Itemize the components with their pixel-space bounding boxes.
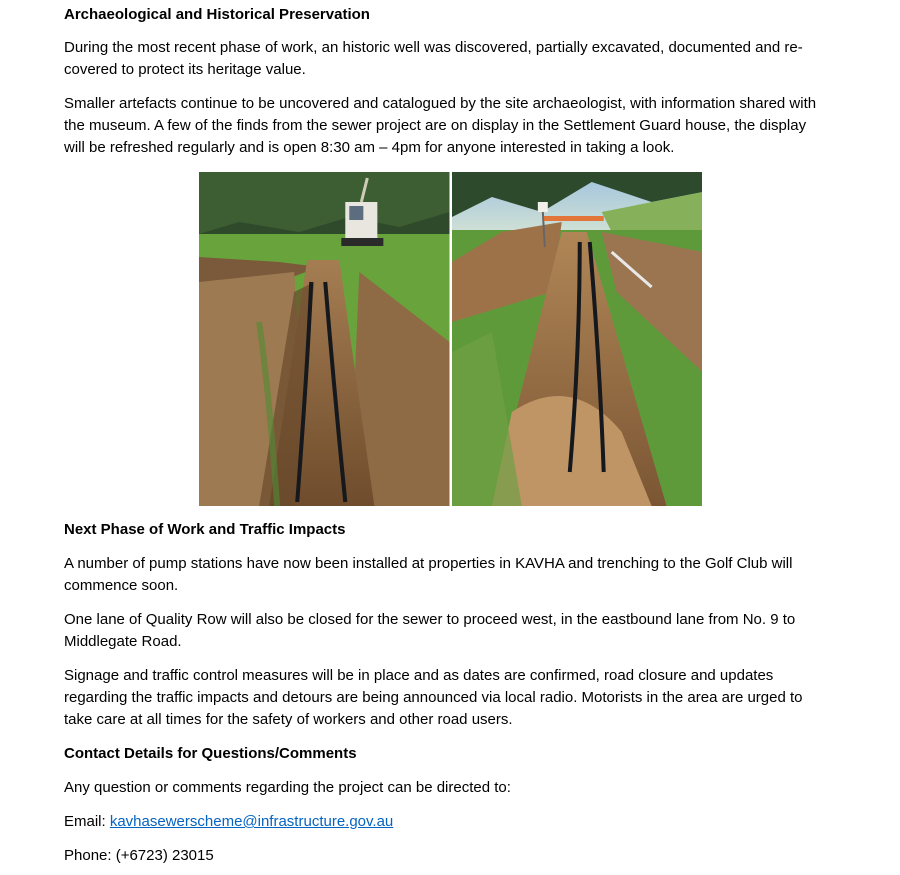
contact-email-line	[64, 811, 393, 833]
archaeology-paragraph-2: Smaller artefacts continue to be uncovered and catalogued by the site archaeologist, with information shared with the museum. A few of the finds from the sewer project are on display in the Settlement Guard house, the display will be refreshed regularly and is open 8:30 am – 4pm for anyone interested in taking a look.	[64, 95, 817, 156]
email-link[interactable]: kavhasewerscheme@infrastructure.gov.au	[109, 813, 394, 830]
next-phase-paragraph-3: Signage and traffic control measures will be in place and as dates are confirmed, road closure and updates regarding the traffic impacts and detours are being announced via local radio. Motorists in the area are urged to take care at all times for the safety of workers and other road users.	[64, 667, 803, 728]
contact-phone: Phone: (+6723) 23015	[64, 847, 214, 864]
section-heading-next-phase: Next Phase of Work and Traffic Impacts	[64, 521, 346, 538]
archaeology-paragraph-1: During the most recent phase of work, an historic well was discovered, partially excavated, documented and re- covered to protect its heritage value.	[64, 39, 803, 78]
contact-intro: Any question or comments regarding the project can be directed to:	[64, 779, 511, 796]
section-heading-contact: Contact Details for Questions/Comments	[64, 745, 357, 762]
trench-photos	[199, 172, 702, 506]
next-phase-paragraph-2: One lane of Quality Row will also be closed for the sewer to proceed west, in the eastbound lane from No. 9 to Middlegate Road.	[64, 611, 796, 650]
next-phase-paragraph-1: A number of pump stations have now been installed at properties in KAVHA and trenching to the Golf Club will commence soon.	[64, 555, 793, 594]
email-label: Email:	[64, 813, 110, 830]
trench-photo-right	[452, 172, 703, 506]
section-heading-archaeology: Archaeological and Historical Preservation	[64, 6, 370, 23]
trench-photo-left	[199, 172, 450, 506]
